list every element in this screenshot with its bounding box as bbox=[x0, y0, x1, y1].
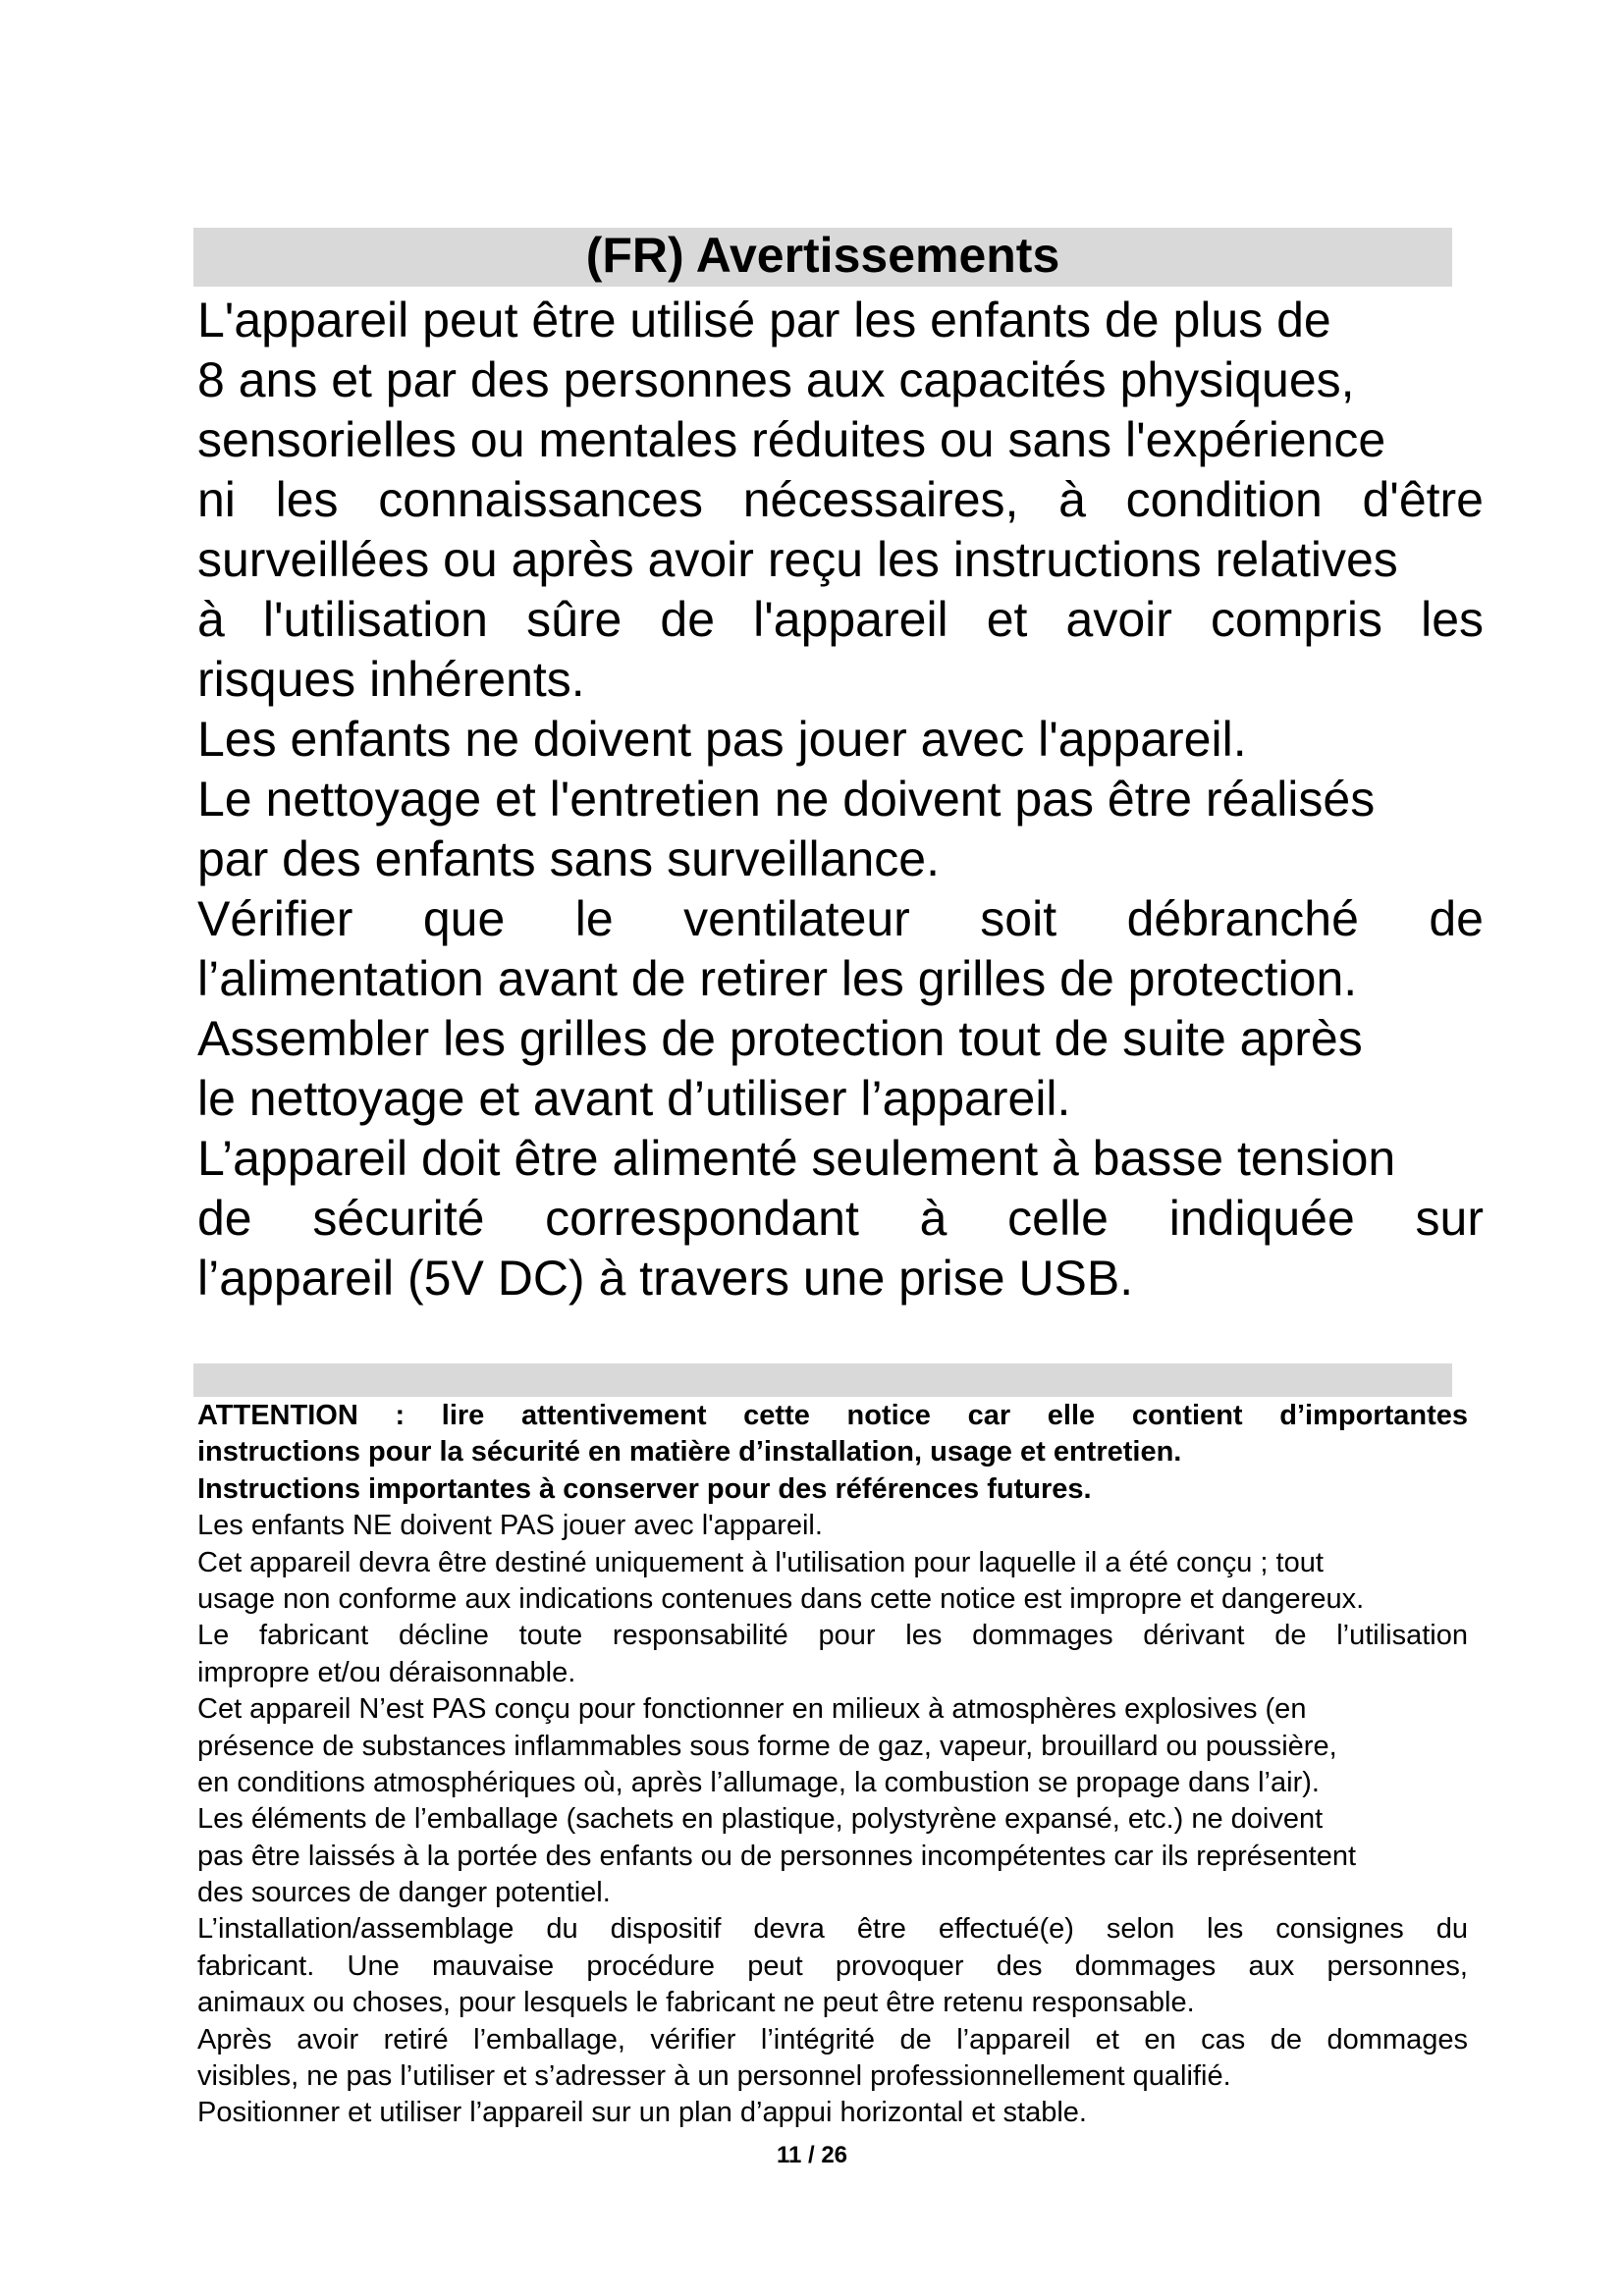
notice-line: visibles, ne pas l’utiliser et s’adresser à un personnel professionnellement qualifié. bbox=[197, 2060, 1231, 2093]
notice-line: Après avoir retiré l’emballage, vérifier l’intégrité de l’appareil et en cas de dommages bbox=[197, 2023, 1468, 2056]
warning-line: le nettoyage et avant d’utiliser l’appareil. bbox=[197, 1071, 1071, 1126]
warning-line: surveillées ou après avoir reçu les instructions relatives bbox=[197, 532, 1398, 587]
warning-line: Assembler les grilles de protection tout de suite après bbox=[197, 1011, 1363, 1066]
notice-line: impropre et/ou déraisonnable. bbox=[197, 1656, 576, 1688]
notice-line: usage non conforme aux indications contenues dans cette notice est impropre et dangereux. bbox=[197, 1582, 1365, 1615]
warning-line: à l'utilisation sûre de l'appareil et avoir compris les bbox=[197, 592, 1484, 647]
warning-line: Le nettoyage et l'entretien ne doivent pas être réalisés bbox=[197, 772, 1376, 827]
warning-line: L'appareil peut être utilisé par les enfants de plus de bbox=[197, 293, 1331, 347]
notice-line: présence de substances inflammables sous forme de gaz, vapeur, brouillard ou poussière, bbox=[197, 1730, 1337, 1762]
page-number: 11 / 26 bbox=[776, 2142, 848, 2168]
warning-line: de sécurité correspondant à celle indiquée sur bbox=[197, 1191, 1484, 1246]
separator-bar bbox=[193, 1363, 1452, 1397]
warning-line: risques inhérents. bbox=[197, 652, 585, 707]
warning-line: Vérifier que le ventilateur soit débranché de bbox=[197, 891, 1484, 946]
notice-line: Cet appareil N’est PAS conçu pour fonctionner en milieux à atmosphères explosives (en bbox=[197, 1693, 1307, 1726]
notice-line: en conditions atmosphériques où, après l’allumage, la combustion se propage dans l’air). bbox=[197, 1766, 1320, 1798]
warning-line: l’alimentation avant de retirer les grilles de protection. bbox=[197, 951, 1358, 1006]
notice-line: des sources de danger potentiel. bbox=[197, 1877, 611, 1909]
notice-line: Positionner et utiliser l’appareil sur un plan d’appui horizontal et stable. bbox=[197, 2097, 1087, 2129]
notice-line: instructions pour la sécurité en matière d’installation, usage et entretien. bbox=[197, 1436, 1182, 1468]
warning-line: sensorielles ou mentales réduites ou sans l'expérience bbox=[197, 412, 1386, 467]
notice-line: Les enfants NE doivent PAS jouer avec l'appareil. bbox=[197, 1510, 823, 1542]
notice-line: Le fabricant décline toute responsabilité pour les dommages dérivant de l’utilisation bbox=[197, 1620, 1468, 1652]
warning-line: l’appareil (5V DC) à travers une prise USB. bbox=[197, 1251, 1134, 1306]
warnings-block bbox=[197, 291, 1484, 1308]
notice-line: pas être laissés à la portée des enfants ou de personnes incompétentes car ils représentent bbox=[197, 1840, 1357, 1872]
notice-block bbox=[197, 1398, 1468, 2132]
notice-line: Cet appareil devra être destiné uniquement à l'utilisation pour laquelle il a été conçu ; tout bbox=[197, 1546, 1324, 1578]
notice-line: ATTENTION : lire attentivement cette notice car elle contient d’importantes bbox=[197, 1400, 1468, 1431]
warning-line: L’appareil doit être alimenté seulement à basse tension bbox=[197, 1131, 1396, 1186]
notice-line: Les éléments de l’emballage (sachets en plastique, polystyrène expansé, etc.) ne doivent bbox=[197, 1803, 1324, 1836]
notice-line: Instructions importantes à conserver pour des références futures. bbox=[197, 1472, 1092, 1505]
warning-line: 8 ans et par des personnes aux capacités physiques, bbox=[197, 352, 1355, 407]
warning-line: Les enfants ne doivent pas jouer avec l'appareil. bbox=[197, 712, 1247, 767]
section-title: (FR) Avertissements bbox=[585, 228, 1060, 283]
warning-line: par des enfants sans surveillance. bbox=[197, 831, 940, 886]
notice-line: fabricant. Une mauvaise procédure peut provoquer des dommages aux personnes, bbox=[197, 1949, 1468, 1982]
warning-line: ni les connaissances nécessaires, à condition d'être bbox=[197, 472, 1484, 527]
notice-line: L’installation/assemblage du dispositif devra être effectué(e) selon les consignes du bbox=[197, 1913, 1468, 1946]
notice-line: animaux ou choses, pour lesquels le fabricant ne peut être retenu responsable. bbox=[197, 1987, 1195, 2019]
